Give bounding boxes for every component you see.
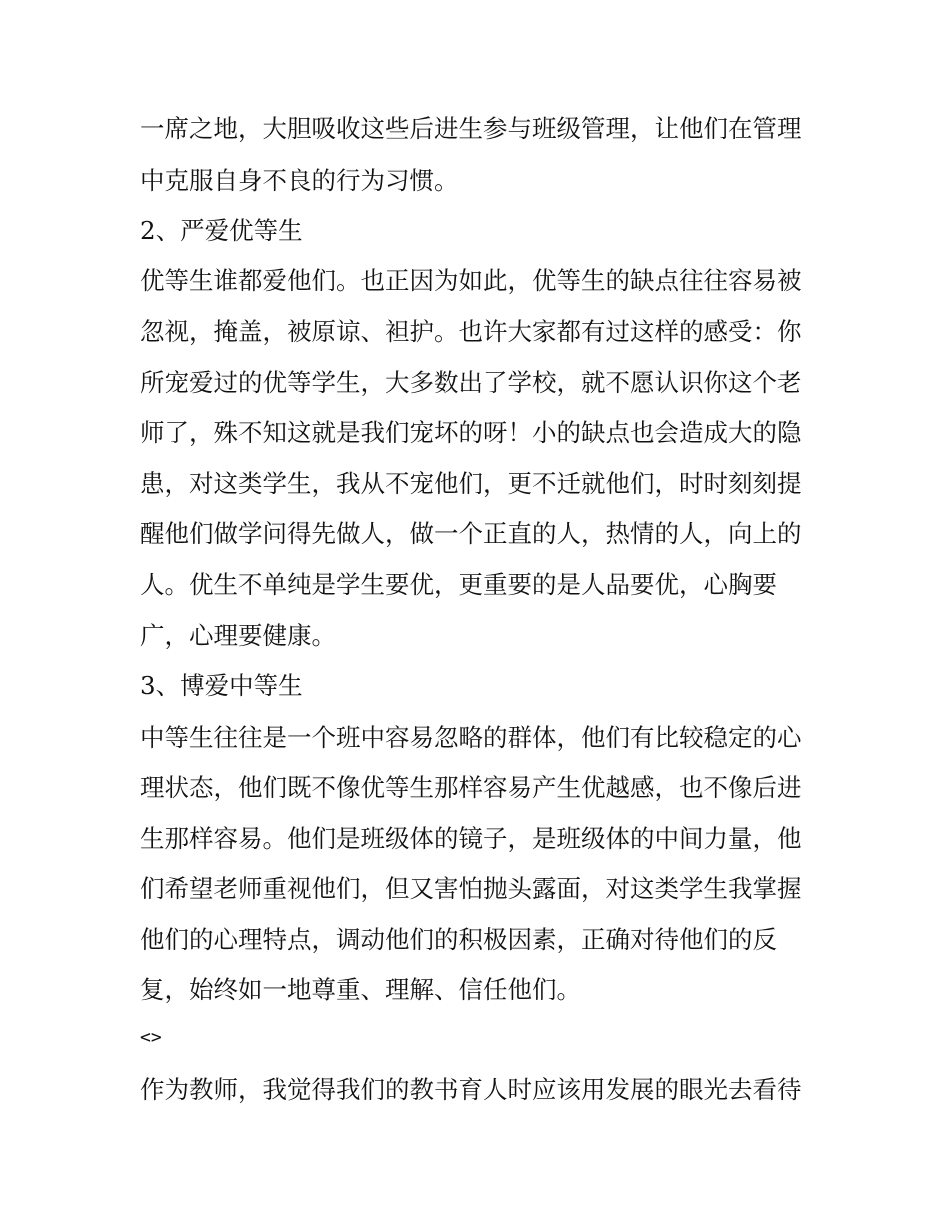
- symbol-line: <>: [140, 1027, 162, 1048]
- paragraph-line: 他们的心理特点，调动他们的积极因素，正确对待他们的反: [140, 925, 777, 954]
- paragraph-line: 生那样容易。他们是班级体的镜子，是班级体的中间力量，他: [140, 824, 802, 853]
- paragraph-line: 中等生往往是一个班中容易忽略的群体，他们有比较稳定的心: [140, 723, 802, 752]
- section-heading: 3、博爱中等生: [140, 671, 303, 700]
- paragraph-line: 醒他们做学问得先做人，做一个正直的人，热情的人，向上的: [140, 519, 802, 548]
- section-heading: 2、严爱优等生: [140, 216, 303, 245]
- paragraph-line: 广，心理要健康。: [140, 621, 336, 650]
- paragraph-line: 复，始终如一地尊重、理解、信任他们。: [140, 975, 581, 1004]
- paragraph-line: 患，对这类学生，我从不宠他们，更不迁就他们，时时刻刻提: [140, 469, 802, 498]
- paragraph-line: 中克服自身不良的行为习惯。: [140, 166, 459, 195]
- paragraph-line: 理状态，他们既不像优等生那样容易产生优越感，也不像后进: [140, 773, 802, 802]
- paragraph-line: 优等生谁都爱他们。也正因为如此，优等生的缺点往往容易被: [140, 266, 802, 295]
- paragraph-line: 所宠爱过的优等学生，大多数出了学校，就不愿认识你这个老: [140, 368, 802, 397]
- paragraph-line: 人。优生不单纯是学生要优，更重要的是人品要优，心胸要: [140, 570, 777, 599]
- paragraph-line: 忽视，掩盖，被原谅、袒护。也许大家都有过这样的感受：你: [140, 317, 802, 346]
- paragraph-line: 一席之地，大胆吸收这些后进生参与班级管理，让他们在管理: [140, 114, 802, 143]
- paragraph-line: 们希望老师重视他们，但又害怕抛头露面，对这类学生我掌握: [140, 874, 802, 903]
- paragraph-line: 作为教师，我觉得我们的教书育人时应该用发展的眼光去看待: [140, 1075, 802, 1104]
- paragraph-line: 师了，殊不知这就是我们宠坏的呀！小的缺点也会造成大的隐: [140, 418, 802, 447]
